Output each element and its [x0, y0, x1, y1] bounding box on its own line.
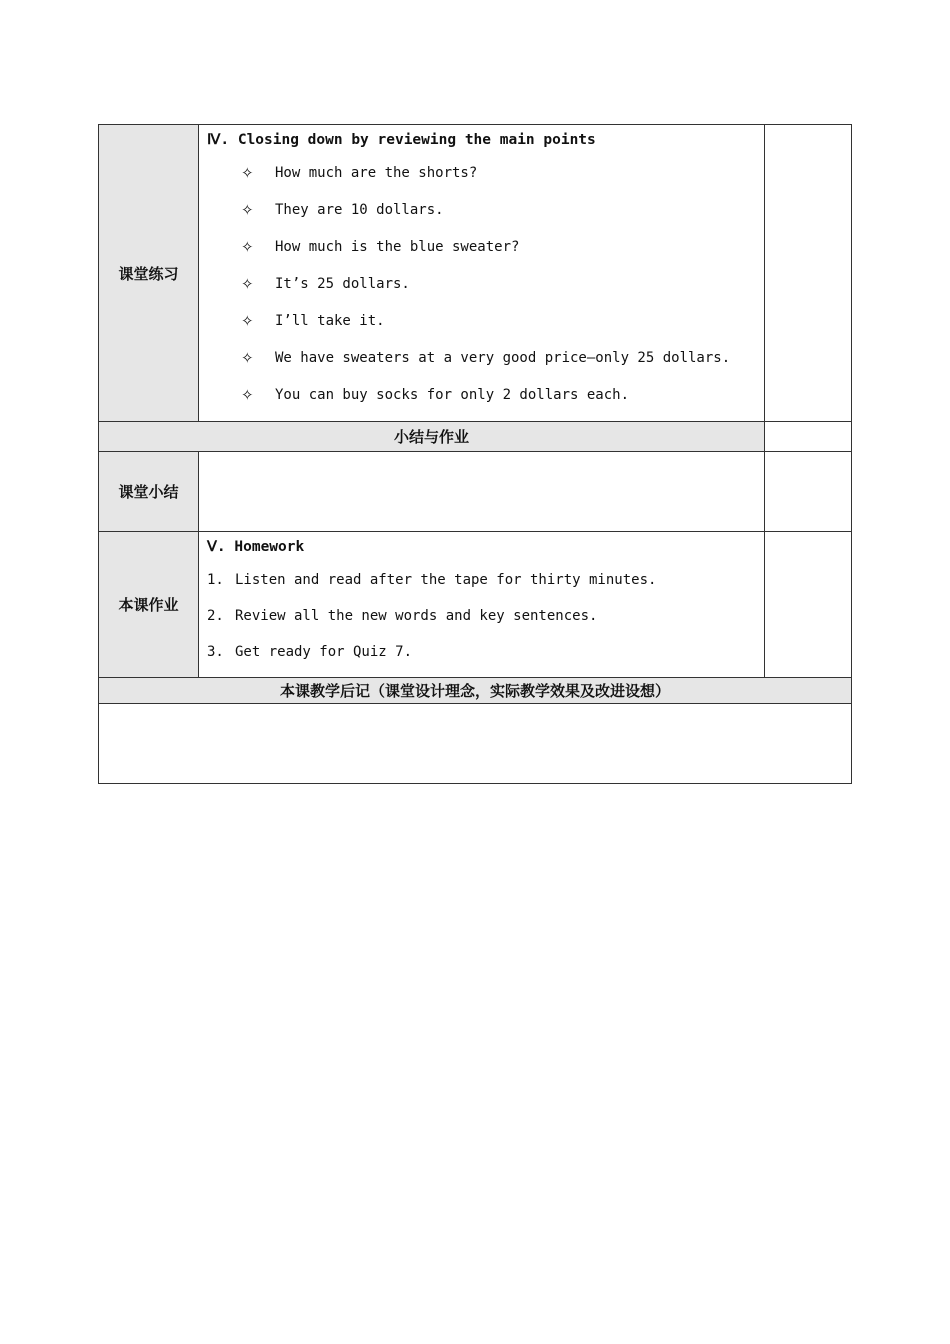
- list-item: ✧ It’s 25 dollars.: [199, 266, 764, 303]
- list-item: ✧ They are 10 dollars.: [199, 192, 764, 229]
- list-item: 3. Get ready for Quiz 7.: [207, 644, 413, 660]
- star-bullet-icon: ✧: [241, 312, 254, 330]
- practice-notes-cell: [765, 125, 852, 422]
- reflection-band-row: [99, 678, 852, 704]
- star-bullet-icon: ✧: [241, 386, 254, 404]
- reflection-body-row: [99, 704, 852, 784]
- class-summary-row: [99, 452, 852, 532]
- class-summary-content: [199, 452, 765, 532]
- list-item: ✧ I’ll take it.: [199, 303, 764, 340]
- list-item: 2. Review all the new words and key sentences.: [207, 608, 598, 624]
- star-bullet-icon: ✧: [241, 164, 254, 182]
- star-bullet-icon: ✧: [241, 201, 254, 219]
- homework-row: [99, 532, 852, 678]
- reflection-content: [99, 704, 852, 784]
- practice-row: [99, 125, 852, 422]
- review-points-list: [199, 155, 764, 414]
- practice-content: [199, 125, 765, 422]
- summary-band-notes-cell: [765, 422, 852, 452]
- homework-heading: Ⅴ. Homework: [207, 539, 305, 555]
- homework-list: [199, 562, 764, 670]
- list-item: ✧ You can buy socks for only 2 dollars each.: [199, 377, 764, 414]
- star-bullet-icon: ✧: [241, 238, 254, 256]
- lesson-plan-table: [98, 124, 852, 784]
- star-bullet-icon: ✧: [241, 349, 254, 367]
- class-summary-notes-cell: [765, 452, 852, 532]
- summary-band-label: 小结与作业: [99, 422, 765, 452]
- list-item: ✧ How much are the shorts?: [199, 155, 764, 192]
- list-item: ✧ How much is the blue sweater?: [199, 229, 764, 266]
- summary-band-row: [99, 422, 852, 452]
- homework-label: 本课作业: [99, 532, 199, 678]
- reflection-label: 本课教学后记（课堂设计理念，实际教学效果及改进设想）: [99, 678, 852, 704]
- homework-content: [199, 532, 765, 678]
- list-item: ✧ We have sweaters at a very good price—only 25 dollars.: [199, 340, 764, 377]
- list-item: 1. Listen and read after the tape for thirty minutes.: [207, 572, 657, 588]
- practice-label: 课堂练习: [99, 125, 199, 422]
- class-summary-label: 课堂小结: [99, 452, 199, 532]
- star-bullet-icon: ✧: [241, 275, 254, 293]
- homework-notes-cell: [765, 532, 852, 678]
- practice-heading: Ⅳ. Closing down by reviewing the main points: [207, 132, 596, 148]
